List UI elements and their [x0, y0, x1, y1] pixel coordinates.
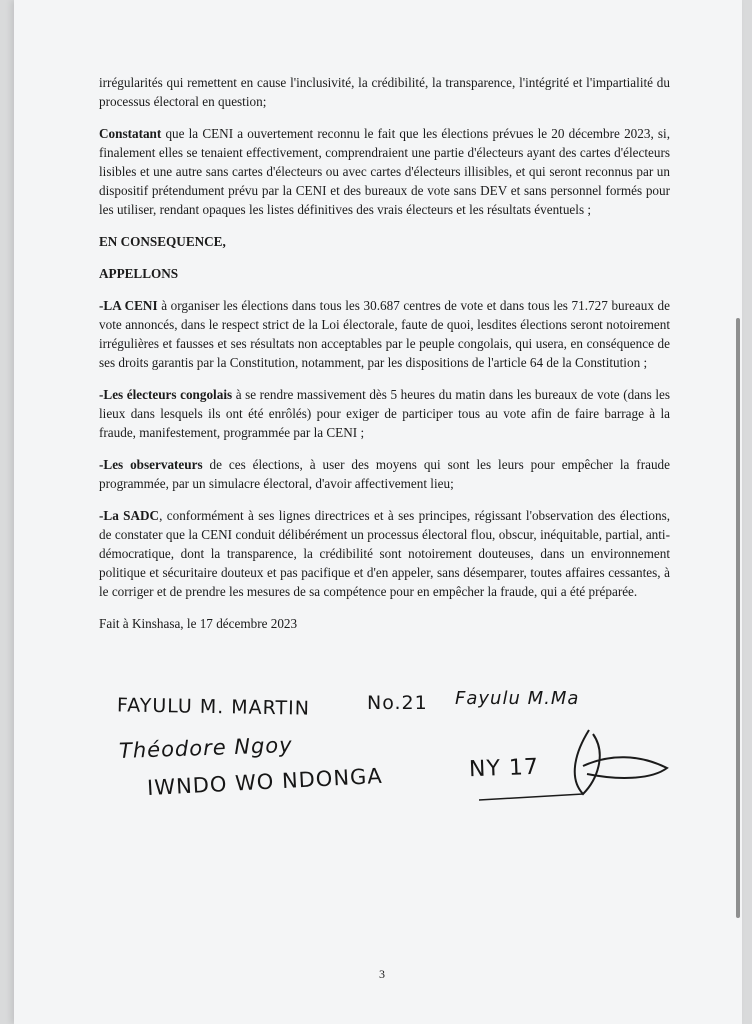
- closing-place-date: Fait à Kinshasa, le 17 décembre 2023: [99, 616, 298, 631]
- signatory-name-2: Théodore Ngoy: [118, 732, 294, 764]
- call-text: , conformément à ses lignes directrices et à ses principes, régissant l'observation des élections, de constater que la CENI conduit délibérément un processus électoral flou, obscur, inéquitable, partial, anti-démocratique, dont la transparence, la crédibilité sont notoirement douteuses, dans un environnement politique et sécuritaire douteux et pas pacifique et d'en appeler, sans désemparer, toutes affaires cessantes, à le corriger et de prendre les mesures de sa compétence pour en empêcher la fraude, qui a été préparée.: [99, 508, 670, 599]
- paragraph-text: que la CENI a ouvertement reconnu le fait que les élections prévues le 20 décembre 2023, si, finalement elles se tenaient effectivement, comprendraient une partie d'électeurs ayant des cartes d'électeurs lisibles et une autre sans cartes d'électeurs ou avec cartes d'électeurs illisibles, et qui seront reconnus par un dispositif prétendument prévu par la CENI et des bureaux de vote sans DEV et sans personnel formés pour les utiliser, rendant opaques les listes définitives des vrais électeurs et les résultats éventuels ;: [99, 126, 670, 217]
- document-page: [14, 0, 742, 1024]
- paragraph-irregularites: [99, 73, 670, 111]
- call-observateurs: [99, 455, 670, 493]
- signatory-name-3: IWNDO WO NDONGA: [146, 763, 384, 801]
- call-lead: -Les électeurs congolais: [99, 387, 233, 402]
- call-lead: -La SADC: [99, 508, 160, 523]
- heading-appellons: APPELLONS: [99, 266, 179, 281]
- paragraph-text: irrégularités qui remettent en cause l'inclusivité, la crédibilité, la transparence, l'intégrité et l'impartialité du processus électoral en question;: [99, 75, 670, 109]
- call-ceni: [99, 296, 670, 372]
- paragraph-lead: Constatant: [99, 126, 162, 141]
- heading-en-consequence: EN CONSEQUENCE,: [99, 234, 226, 249]
- signatory-number-1: No.21: [367, 692, 428, 714]
- call-text: de ces élections, à user des moyens qui sont les leurs pour empêcher la fraude programmée, par un simulacre électoral, d'avoir affectivement lieu;: [99, 457, 670, 491]
- signature-1: Fayulu M.Ma: [455, 688, 580, 709]
- signature-flourish: [479, 724, 679, 802]
- scrollbar[interactable]: [736, 318, 740, 918]
- paragraph-constatant: [99, 124, 670, 219]
- call-text: à organiser les élections dans tous les 30.687 centres de vote et dans tous les 71.727 bureaux de vote annoncés, dans le respect strict de la Loi électorale, faute de quoi, lesdites élections seront notoirement irrégulières et fausses et ses résultats non acceptables par le peuple congolais, qui usera, en conséquence de ses droits garantis par la Constitution, notamment, par les dispositions de l'article 64 de la Constitution ;: [99, 298, 670, 370]
- signature-underline: [479, 794, 583, 800]
- call-lead: -LA CENI: [99, 298, 158, 313]
- signatory-name-1: FAYULU M. MARTIN: [116, 694, 311, 720]
- call-lead: -Les observateurs: [99, 457, 203, 472]
- call-text: à se rendre massivement dès 5 heures du matin dans les bureaux de vote (dans les lieux dans lesquels ils ont été enrôlés) pour exiger de participer tous au vote afin de faire barrage à la fraude, manifestement, programmée par la CENI ;: [99, 387, 671, 440]
- call-sadc: [99, 506, 670, 601]
- signature-block: [99, 680, 679, 810]
- signatory-number-3: NY 17: [468, 754, 540, 783]
- document-body: [99, 73, 670, 633]
- page-number: 3: [379, 967, 385, 981]
- signature-flourish-stroke: [575, 730, 667, 794]
- call-electeurs: [99, 385, 670, 442]
